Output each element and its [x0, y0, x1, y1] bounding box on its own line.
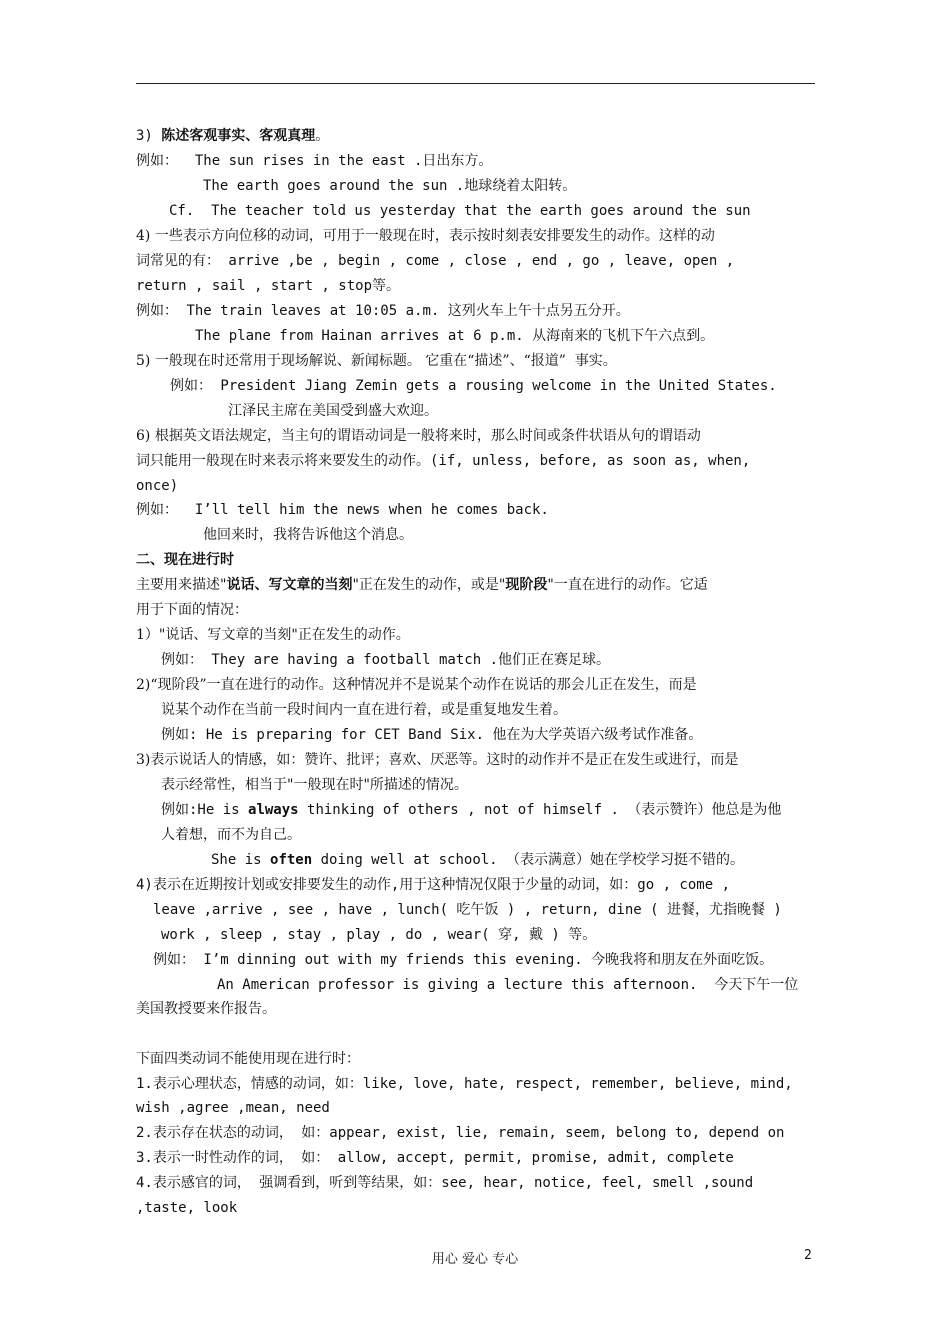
- text-run: 主要用来描述": [136, 577, 227, 593]
- example-label: 例如：: [136, 303, 178, 319]
- paragraph-line: 5) 一般现在时还常用于现场解说、新闻标题。 它重在“描述”、“报道” 事实。: [136, 353, 617, 369]
- text-run: She is: [211, 852, 271, 868]
- text-run: "一直在进行的动作。它适: [547, 577, 708, 593]
- bold-word: always: [248, 802, 299, 818]
- page-number: 2: [804, 1248, 812, 1263]
- bold-word: often: [270, 852, 313, 868]
- list-item: 4.表示感官的词， 强调看到，听到等结果，如：see, hear, notice, feel, smell ,sound: [136, 1175, 754, 1191]
- punctuation: 。: [315, 128, 330, 144]
- example-label: 例如：: [136, 153, 178, 169]
- bold-phrase: 现阶段: [505, 577, 548, 593]
- example-line: [211, 850, 815, 870]
- example-line: 美国教授要来作报告。: [136, 1001, 276, 1017]
- list-item-continuation: leave ,arrive , see , have , lunch( 吃午饭 ) , return, dine ( 进餐，尤指晚餐 ): [153, 902, 782, 918]
- paragraph-line: [136, 575, 815, 595]
- section-3-heading: [136, 126, 815, 146]
- example-line: 例如： President Jiang Zemin gets a rousing welcome in the United States.: [170, 378, 777, 394]
- text-run: "正在发生的动作，或是": [352, 577, 506, 593]
- example-line: The earth goes around the sun .地球绕着太阳转。: [203, 178, 577, 194]
- list-item-continuation: 表示经常性，相当于"一般现在时"所描述的情况。: [161, 777, 468, 793]
- example-text: The sun rises in the east .日出东方。: [194, 153, 493, 169]
- paragraph-line: 词常见的有： arrive ,be , begin , come , close , end , go , leave, open ,: [136, 253, 735, 269]
- example-line: [136, 301, 815, 321]
- example-text: The train leaves at 10:05 a.m. 这列火车上午十点另五分开。: [186, 303, 630, 319]
- example-line: An American professor is giving a lecture this afternoon. 今天下午一位: [217, 977, 799, 993]
- page-footer: 用心 爱心 专心: [431, 1252, 519, 1267]
- section-heading: 二、现在进行时: [136, 552, 234, 568]
- list-item: 2)“现阶段”一直在进行的动作。这种情况并不是说某个动作在说话的那会儿正在发生，而是: [136, 677, 697, 693]
- list-item-continuation: 说某个动作在当前一段时间内一直在进行着，或是重复地发生着。: [161, 702, 567, 718]
- example-line: 江泽民主席在美国受到盛大欢迎。: [228, 403, 438, 419]
- example-line: 例如: He is preparing for CET Band Six. 他在为大学英语六级考试作准备。: [161, 727, 703, 743]
- paragraph-line: return , sail , start , stop等。: [136, 278, 401, 294]
- paragraph-line: 用于下面的情况：: [136, 602, 248, 618]
- example-line: 例如： I’m dinning out with my friends this evening. 今晚我将和朋友在外面吃饭。: [153, 952, 774, 968]
- list-item: 4)表示在近期按计划或安排要发生的动作,用于这种情况仅限于少量的动词，如：go , come ,: [136, 877, 730, 893]
- example-line: [136, 151, 815, 171]
- header-rule: [136, 83, 815, 84]
- paragraph-line: 6) 根据英文语法规定，当主句的谓语动词是一般将来时，那么时间或条件状语从句的谓语动: [136, 428, 701, 444]
- paragraph-line: 4) 一些表示方向位移的动词，可用于一般现在时，表示按时刻表安排要发生的动作。这样的动: [136, 228, 715, 244]
- list-item: 1）"说话、写文章的当刻"正在发生的动作。: [136, 627, 410, 643]
- text-run: doing well at school. （表示满意）她在学校学习挺不错的。: [312, 852, 745, 868]
- example-line: [161, 800, 815, 820]
- text-run: thinking of others , not of himself . （表示赞许）他总是为他: [298, 802, 782, 818]
- list-item: 2.表示存在状态的动词， 如：appear, exist, lie, remain, seem, belong to, depend on: [136, 1125, 785, 1141]
- example-line: The plane from Hainan arrives at 6 p.m. 从海南来的飞机下午六点到。: [195, 328, 715, 344]
- list-item: 3.表示一时性动作的词， 如： allow, accept, permit, promise, admit, complete: [136, 1150, 734, 1166]
- example-line: [136, 500, 815, 520]
- example-line: 他回来时，我将告诉他这个消息。: [203, 527, 413, 543]
- paragraph-line: 下面四类动词不能使用现在进行时：: [136, 1051, 360, 1067]
- list-item: 3)表示说话人的情感，如：赞许、批评；喜欢、厌恶等。这时的动作并不是正在发生或进行，而是: [136, 752, 739, 768]
- bold-phrase: 说话、写文章的当刻: [226, 577, 353, 593]
- list-item: 1.表示心理状态，情感的动词，如：like, love, hate, respect, remember, believe, mind,: [136, 1076, 793, 1092]
- section-number: 3): [136, 128, 153, 144]
- compare-line: Cf. The teacher told us yesterday that the earth goes around the sun: [169, 203, 751, 219]
- example-label: 例如：: [136, 502, 178, 518]
- paragraph-line: once): [136, 478, 179, 494]
- list-item-continuation: work , sleep , stay , play , do , wear( 穿, 戴 ) 等。: [161, 927, 597, 943]
- list-item-continuation: ,taste, look: [136, 1200, 238, 1216]
- example-text: I’ll tell him the news when he comes back.: [194, 502, 549, 518]
- text-run: 例如:He is: [161, 802, 249, 818]
- example-line: 人着想，而不为自己。: [161, 827, 301, 843]
- example-line: 例如： They are having a football match .他们正在赛足球。: [161, 652, 611, 668]
- paragraph-line: 词只能用一般现在时来表示将来要发生的动作。(if, unless, before, as soon as, when,: [136, 453, 751, 469]
- list-item-continuation: wish ,agree ,mean, need: [136, 1100, 330, 1116]
- section-title: 陈述客观事实、客观真理: [161, 128, 316, 144]
